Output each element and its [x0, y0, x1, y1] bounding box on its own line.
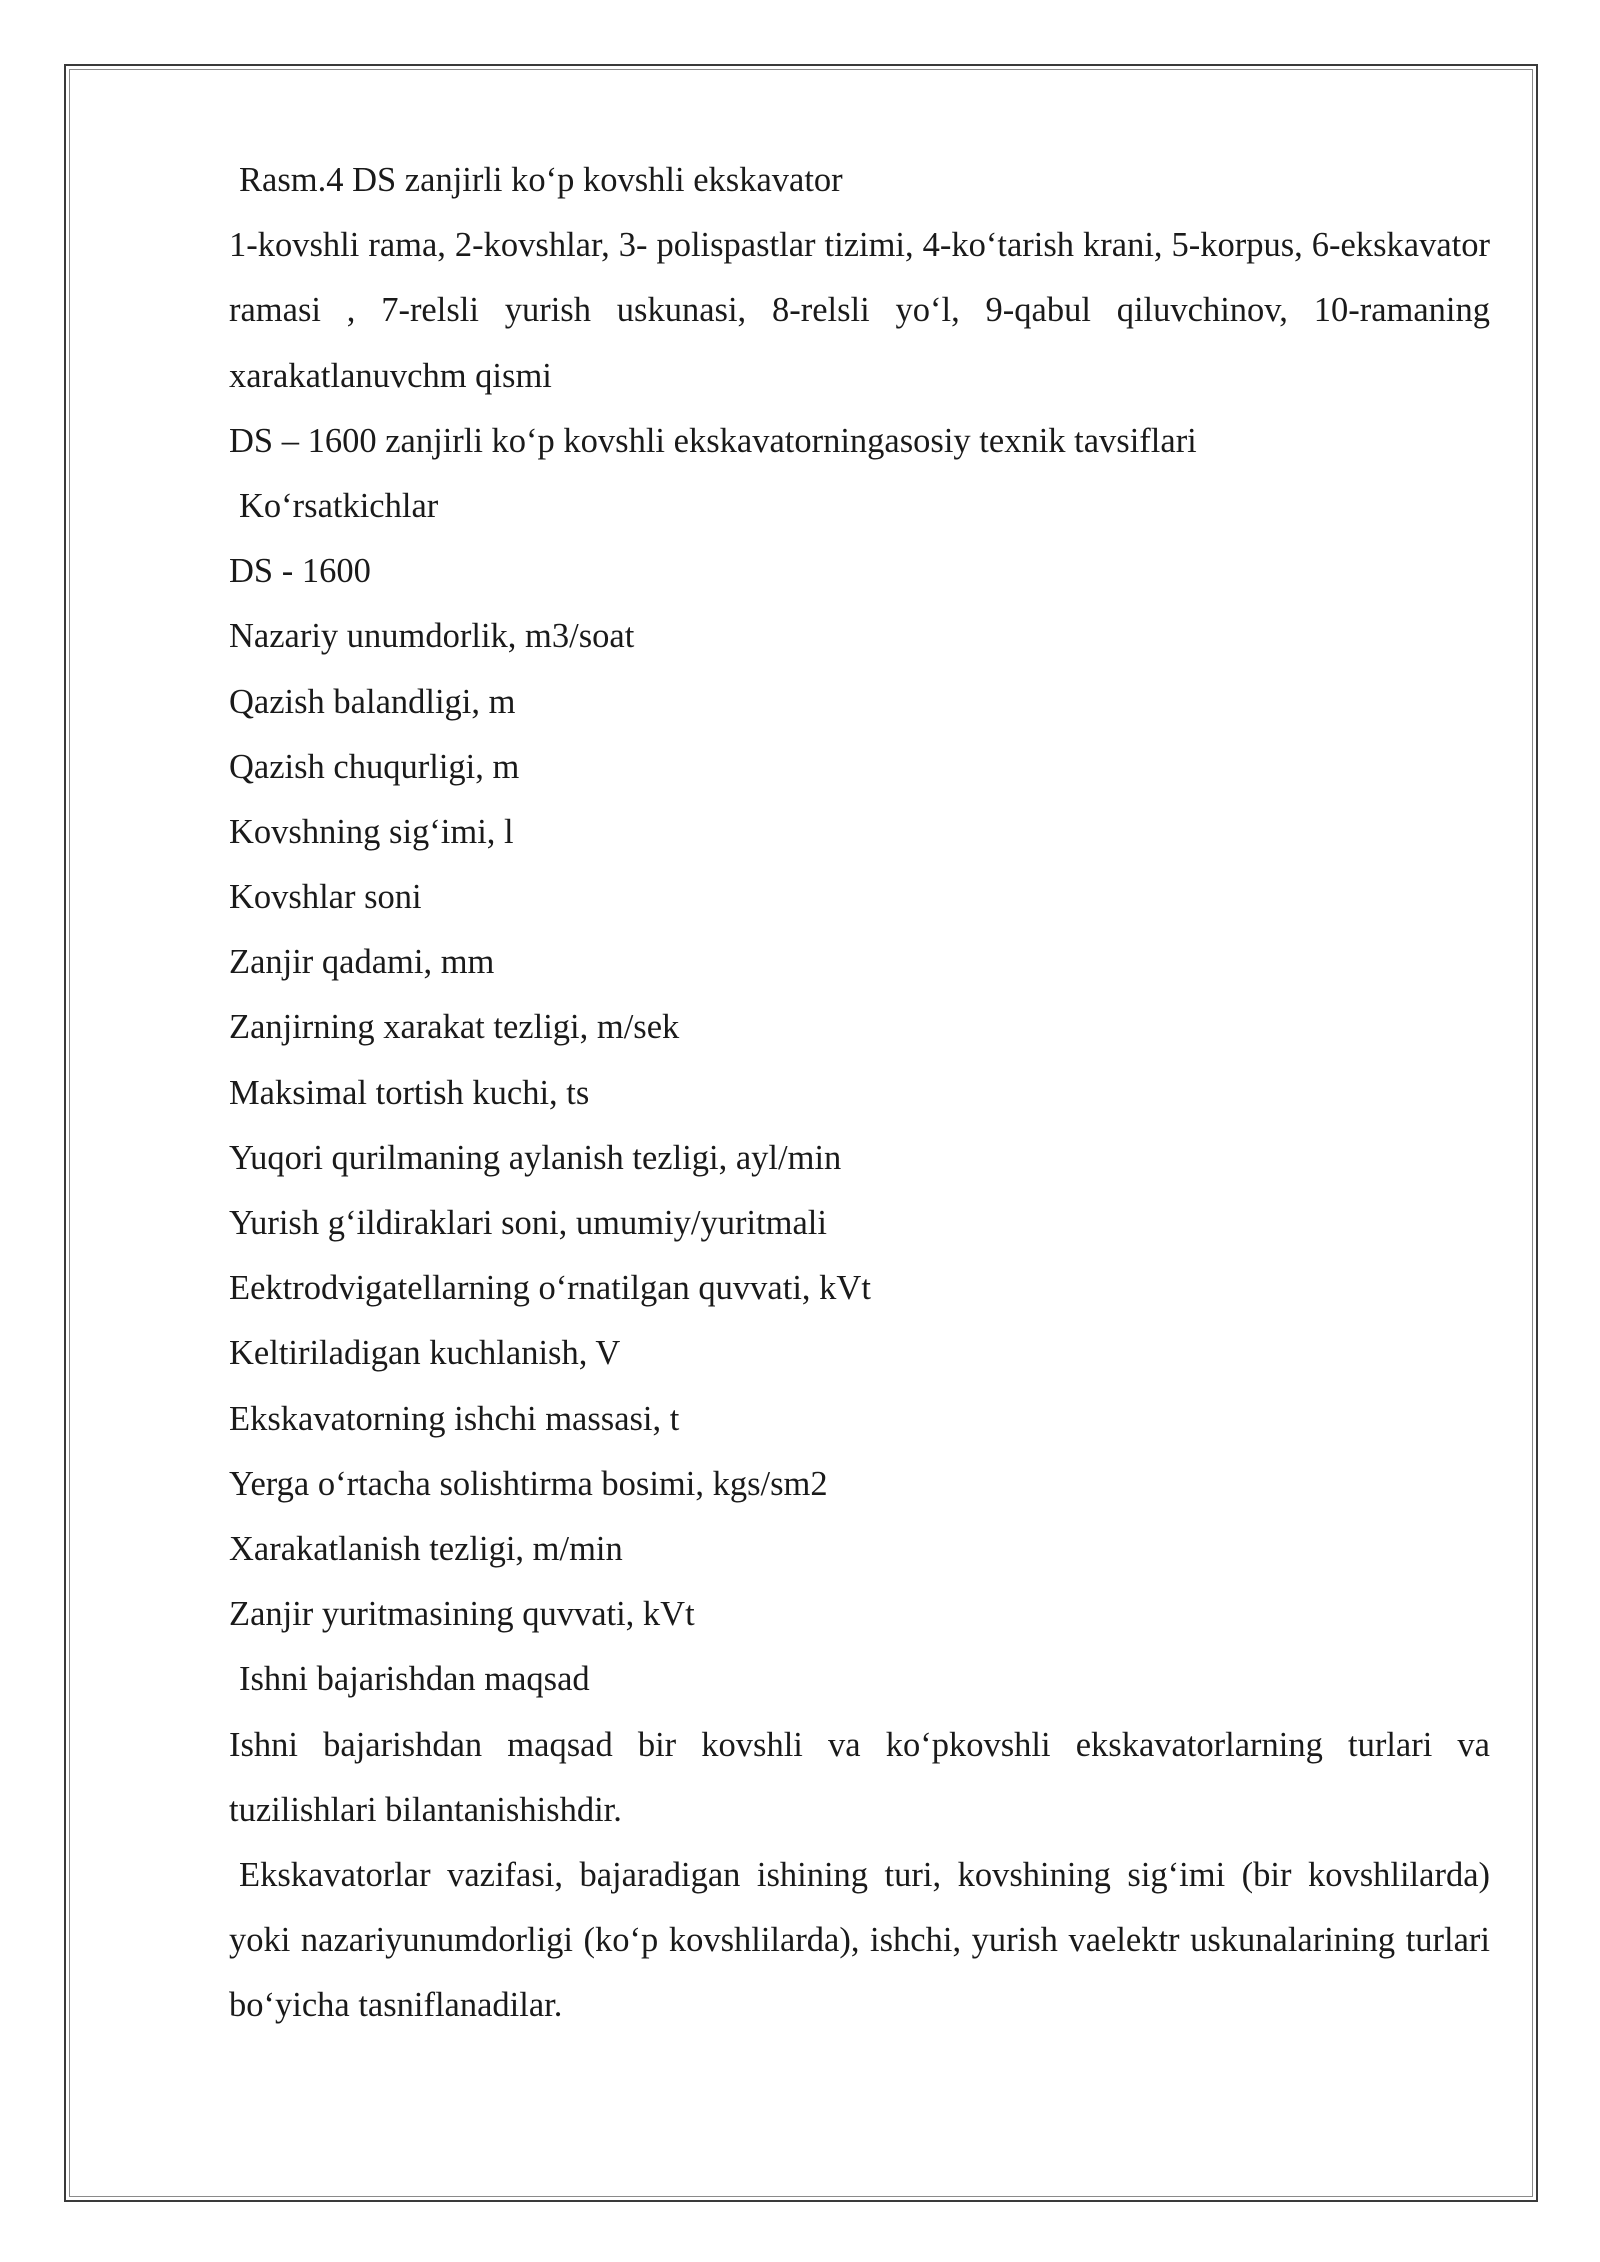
spec-item: Keltiriladigan kuchlanish, V	[229, 1334, 621, 1373]
spec-item: Maksimal tortish kuchi, ts	[229, 1073, 590, 1112]
spec-item: Kovshlar soni	[229, 878, 422, 917]
model-name: DS - 1600	[229, 552, 371, 591]
spec-item: Zanjir yuritmasining quvvati, kVt	[229, 1595, 695, 1634]
spec-item: Zanjir qadami, mm	[229, 943, 495, 982]
section-heading: Ishni bajarishdan maqsad	[239, 1660, 590, 1699]
spec-item: Qazish balandligi, m	[229, 682, 516, 721]
spec-item: Yerga o‘rtacha solishtirma bosimi, kgs/sm2	[229, 1464, 828, 1503]
spec-item: Nazariy unumdorlik, m3/soat	[229, 617, 635, 656]
document-body	[229, 148, 1490, 2039]
figure-caption: Rasm.4 DS zanjirli ko‘p kovshli ekskavator	[239, 161, 843, 199]
column-header: Ko‘rsatkichlar	[239, 486, 439, 525]
spec-item: Yurish g‘ildiraklari soni, umumiy/yuritmali	[229, 1204, 827, 1243]
figure-legend: 1-kovshli rama, 2-kovshlar, 3- polispastlar tizimi, 4-ko‘tarish krani, 5-korpus, 6-ekskavator ramasi , 7-relsli yurish uskunasi, 8-relsli yo‘l, 9-qabul qiluvchinov, 10-ramaning xarakatlanuvchm qismi	[229, 226, 1490, 395]
spec-item: Kovshning sig‘imi, l	[229, 812, 514, 851]
table-title: DS – 1600 zanjirli ko‘p kovshli ekskavatorningasosiy texnik tavsiflari	[229, 421, 1197, 460]
spec-item: Zanjirning xarakat tezligi, m/sek	[229, 1008, 680, 1047]
spec-item: Qazish chuqurligi, m	[229, 747, 520, 786]
classification-paragraph: Ekskavatorlar vazifasi, bajaradigan ishining turi, kovshining sig‘imi (bir kovshlilarda) yoki nazariyunumdorligi (ko‘p kovshlilarda), ishchi, yurish vaelektr uskunalarining turlari bo‘yicha tasniflanadilar.	[229, 1855, 1490, 2025]
spec-item: Eektrodvigatellarning o‘rnatilgan quvvati, kVt	[229, 1269, 871, 1308]
spec-item: Yuqori qurilmaning aylanish tezligi, ayl/min	[229, 1138, 842, 1177]
purpose-paragraph: Ishni bajarishdan maqsad bir kovshli va ko‘pkovshli ekskavatorlarning turlari va tuzilishlari bilantanishishdir.	[229, 1725, 1490, 1829]
spec-item: Ekskavatorning ishchi massasi, t	[229, 1399, 680, 1438]
spec-item: Xarakatlanish tezligi, m/min	[229, 1529, 623, 1568]
